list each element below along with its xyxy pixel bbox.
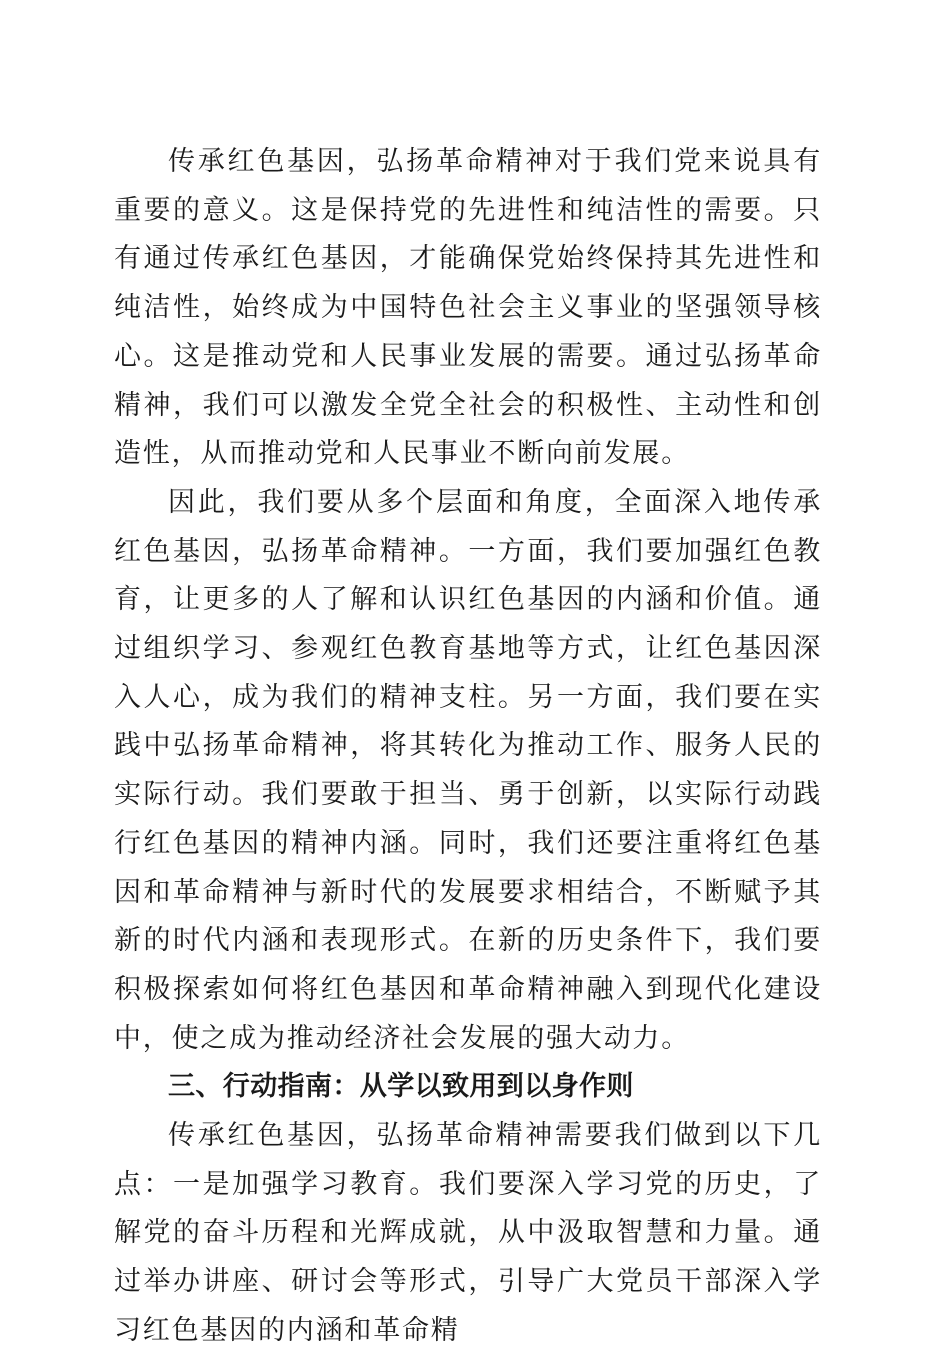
paragraph-significance: 传承红色基因，弘扬革命精神对于我们党来说具有重要的意义。这是保持党的先进性和纯洁性的需要。只有通过传承红色基因，才能确保党始终保持其先进性和纯洁性，始终成为中国特色社会主义事业的坚强领导核心。这是推动党和人民事业发展的需要。通过弘扬革命精神，我们可以激发全党全社会的积极性、主动性和创造性，从而推动党和人民事业不断向前发展。 (114, 146, 822, 470)
document-body (114, 138, 822, 1356)
paragraph-approach: 因此，我们要从多个层面和角度，全面深入地传承红色基因，弘扬革命精神。一方面，我们要加强红色教育，让更多的人了解和认识红色基因的内涵和价值。通过组织学习、参观红色教育基地等方式，让红色基因深入人心，成为我们的精神支柱。另一方面，我们要在实践中弘扬革命精神，将其转化为推动工作、服务人民的实际行动。我们要敢于担当、勇于创新，以实际行动践行红色基因的精神内涵。同时，我们还要注重将红色基因和革命精神与新时代的发展要求相结合，不断赋予其新的时代内涵和表现形式。在新的历史条件下，我们要积极探索如何将红色基因和革命精神融入到现代化建设中，使之成为推动经济社会发展的强大动力。 (114, 486, 822, 1054)
paragraph-action-guide: 传承红色基因，弘扬革命精神需要我们做到以下几点：一是加强学习教育。我们要深入学习党的历史，了解党的奋斗历程和光辉成就，从中汲取智慧和力量。通过举办讲座、研讨会等形式，引导广大党员干部深入学习红色基因的内涵和革命精 (114, 1120, 822, 1346)
section-heading: 三、行动指南：从学以致用到以身作则 (168, 1071, 634, 1103)
